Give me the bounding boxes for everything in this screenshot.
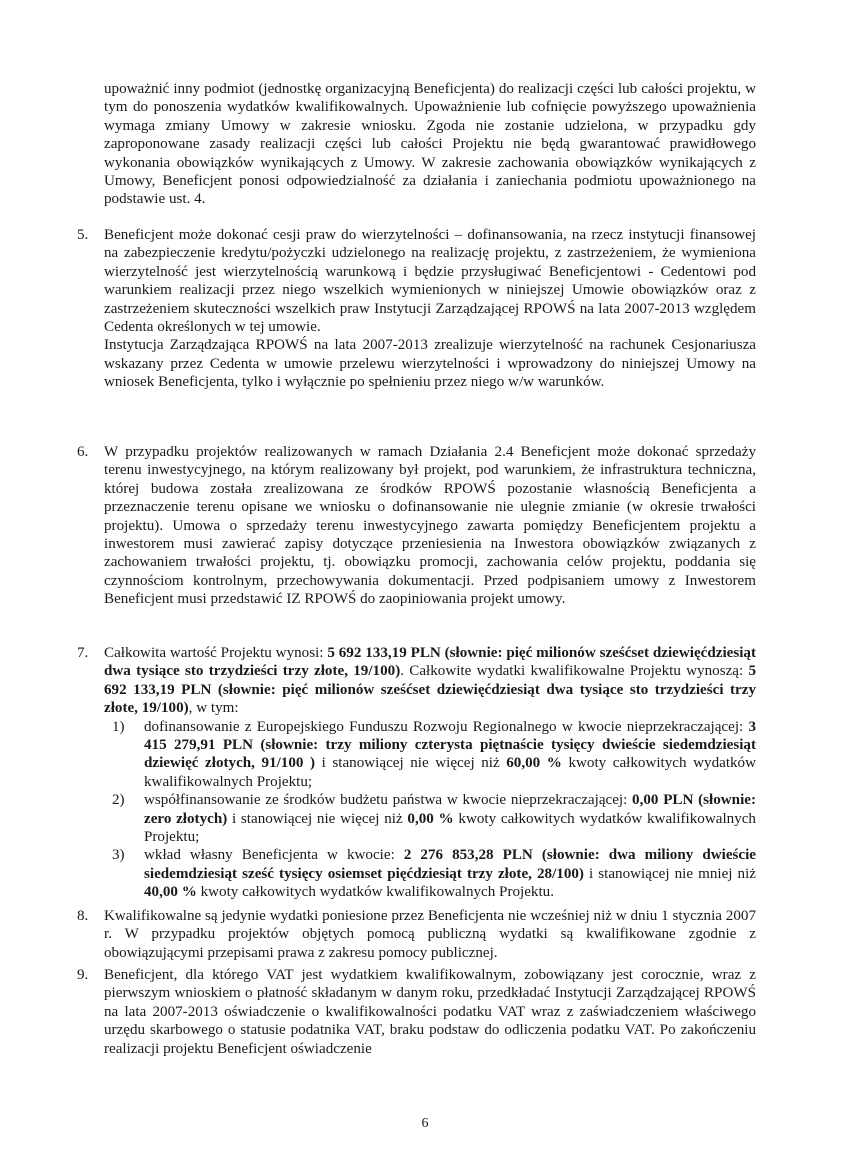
sub-item-1: 1) dofinansowanie z Europejskiego Funduszu Rozwoju Regionalnego w kwocie nieprzekraczającej: 3 415 279,91 PLN (słownie: trzy miliony czterysta piętnaście tysięcy dwieście siedemdziesiąt dziewięć złotych, 91/100 ) i stanowiącej nie więcej niż 60,00 % kwoty całkowitych wydatków kwalifikowalnych Projektu; — [112, 718, 757, 790]
page-number: 6 — [421, 1116, 429, 1131]
item-8-paragraph: Kwalifikowalne są jedynie wydatki poniesione przez Beneficjenta nie wcześniej niż w dniu 1 stycznia 2007 r. W przypadku projektów objętych pomocą publiczną wydatki są kwalifikowane zgodnie z obowiązującymi przepisami prawa z zakresu pomocy publicznej. — [104, 908, 756, 961]
list-item-6 — [77, 443, 756, 609]
item-5-paragraph-1: Beneficjent może dokonać cesji praw do wierzytelności – dofinansowania, na rzecz instytucji finansowej na zabezpieczenie kredytu/pożyczki udzielonego na realizację projektu, z zastrzeżeniem, że wymieniona wierzytelność jest wierzytelnością warunkową i będzie przysługiwać Beneficjentowi - Cedentowi pod warunkiem realizacji przez niego wszelkich wymienionych w niniejszej Umowie obowiązków oraz z zastrzeżeniem skuteczności wszelkich praw Instytucji Zarządzającej RPOWŚ na lata 2007-2013 względem Cedenta określonych w tej umowie. — [104, 227, 756, 336]
sub-item-2: 2) współfinansowanie ze środków budżetu państwa w kwocie nieprzekraczającej: 0,00 PLN (słownie: zero złotych) i stanowiącej nie więcej niż 0,00 % kwoty całkowitych wydatków kwalifikowalnych Projektu; — [112, 792, 756, 846]
item-number: 7. — [77, 645, 89, 661]
eligible-value: 5 692 133,19 PLN (słownie: pięć milionów sześćset dziewięćdziesiąt dwa tysiące sto trzydzieści trzy złote, 19/100) — [104, 663, 756, 717]
item-number: 6. — [77, 444, 89, 460]
efrr-amount: 3 415 279,91 PLN (słownie: trzy miliony czterysta piętnaście tysięcy dwieście siedemdziesiąt dziewięć złotych, 91/100 ) — [144, 718, 756, 772]
list-item-9 — [77, 966, 756, 1058]
sub-item-3: 3) wkład własny Beneficjenta w kwocie: 2 276 853,28 PLN (słownie: dwa miliony dwieście siedemdziesiąt sześć tysięcy osiemset pięćdziesiąt trzy złote, 28/100) i stanowiącej nie mniej niż 40,00 % kwoty całkowitych wydatków kwalifikowalnych Projektu. — [112, 847, 756, 901]
budget-percent: 0,00 % — [407, 810, 454, 827]
own-contribution-amount: 2 276 853,28 PLN (słownie: dwa miliony dwieście siedemdziesiąt sześć tysięcy osiemset pięćdziesiąt trzy złote, 28/100) — [144, 847, 756, 882]
total-value: 5 692 133,19 PLN (słownie: pięć milionów sześćset dziewięćdziesiąt dwa tysiące sto trzydzieści trzy złote, 19/100) — [104, 645, 756, 680]
item-number: 8. — [77, 908, 89, 924]
item-7-paragraph: Całkowita wartość Projektu wynosi: 5 692 133,19 PLN (słownie: pięć milionów sześćset dziewięćdziesiąt dwa tysiące sto trzydzieści trzy złote, 19/100). Całkowite wydatki kwalifikowalne Projektu wynoszą: 5 692 133,19 PLN (słownie: pięć milionów sześćset dziewięćdziesiąt dwa tysiące sto trzydzieści trzy złote, 19/100), w tym: — [104, 645, 756, 717]
efrr-percent: 60,00 % — [506, 755, 562, 772]
budget-amount: 0,00 PLN (słownie: zero złotych) — [144, 792, 756, 827]
item-number: 5. — [77, 227, 89, 243]
item-number: 9. — [77, 967, 89, 983]
item-6-paragraph: W przypadku projektów realizowanych w ramach Działania 2.4 Beneficjent może dokonać sprzedaży terenu inwestycyjnego, na którym realizowany był projekt, pod warunkiem, że infrastruktura techniczna, której budowa została zrealizowana ze środków RPOWŚ pozostanie własnością Beneficjenta a przeznaczenie terenu opisane we wniosku o dofinansowanie nie ulegnie zmianie (w okresie trwałości projektu). Umowa o sprzedaży terenu inwestycyjnego zawarta pomiędzy Beneficjentem projektu a inwestorem musi zawierać zapisy dotyczące przeniesienia na Inwestora obowiązków związanych z zachowaniem trwałości projektu, tj. obowiązku promocji, zachowania celów projektu, poddania się czynnościom kontrolnym, przechowywania dokumentacji. Przed podpisaniem umowy z Inwestorem Beneficjent musi przedstawić IZ RPOWŚ do zaopiniowania projekt umowy. — [104, 444, 756, 608]
intro-paragraph: upoważnić inny podmiot (jednostkę organizacyjną Beneficjenta) do realizacji części lub całości projektu, w tym do ponoszenia wydatków kwalifikowalnych. Upoważnienie lub cofnięcie powyższego upoważnienia wymaga zmiany Umowy w zakresie wniosku. Zgoda nie zostanie udzielona, w przypadku gdy zaproponowane zasady realizacji części lub całości Projektu nie będą gwarantować prawidłowego wykonania obowiązków wynikających z Umowy. W zakresie zachowania obowiązków wynikających z Umowy, Beneficjent ponosi odpowiedzialność za działania i zaniechania podmiotu upoważnionego na podstawie ust. 4. — [104, 81, 756, 208]
item-5-paragraph-2: Instytucja Zarządzająca RPOWŚ na lata 2007-2013 zrealizuje wierzytelność na rachunek Cesjonariusza wskazany przez Cedenta w umowie przelewu wierzytelności i wprowadzony do niniejszej Umowy na wniosek Beneficjenta, tylko i wyłącznie po spełnieniu przez niego w/w warunków. — [104, 337, 756, 391]
list-item-8 — [77, 907, 756, 962]
item-9-paragraph: Beneficjent, dla którego VAT jest wydatkiem kwalifikowalnym, zobowiązany jest corocznie, wraz z pierwszym wnioskiem o płatność składanym w danym roku, przedkładać Instytucji Zarządzającej RPOWŚ na lata 2007-2013 oświadczenie o kwalifikowalności podatku VAT wraz z zaświadczeniem właściwego urzędu skarbowego o statusie podatnika VAT, braku podstaw do odliczenia podatku VAT. Po zakończeniu realizacji projektu Beneficjent oświadczenie — [104, 967, 756, 1057]
list-item-5 — [77, 226, 756, 392]
own-contribution-percent: 40,00 % — [144, 884, 197, 901]
list-item-7 — [77, 644, 756, 902]
